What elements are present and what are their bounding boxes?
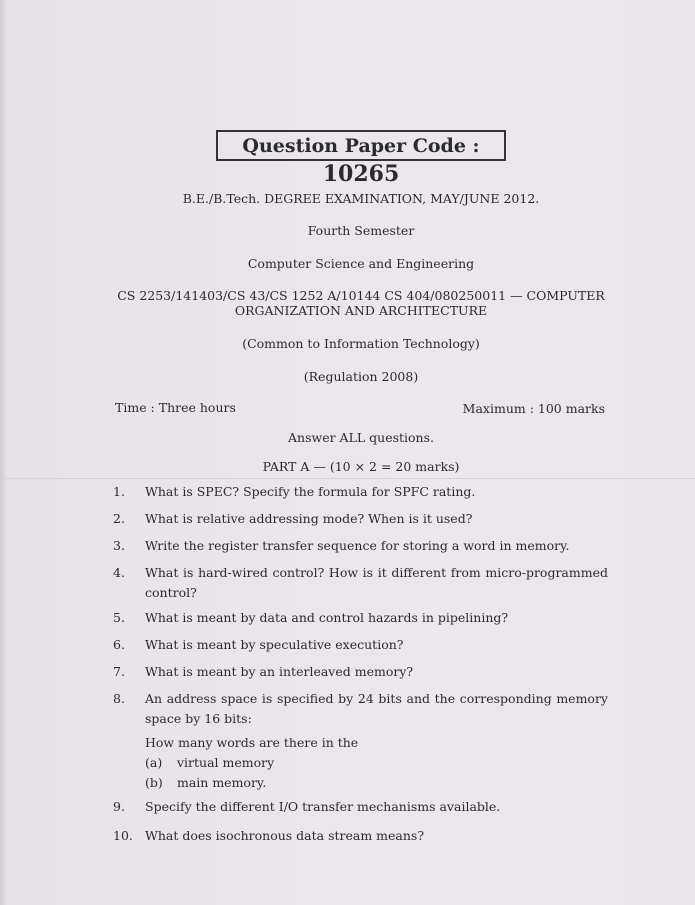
question-number: 1. xyxy=(113,484,125,499)
question-item xyxy=(113,536,608,556)
sub-text: virtual memory xyxy=(177,755,275,770)
max-marks: Maximum : 100 marks xyxy=(462,401,605,416)
course-line-2: ORGANIZATION AND ARCHITECTURE xyxy=(234,303,488,318)
question-item xyxy=(113,826,608,846)
sub-question xyxy=(145,773,608,793)
semester: Fourth Semester xyxy=(307,223,415,238)
question-text: Write the register transfer sequence for storing a word in memory. xyxy=(145,538,570,553)
question-item xyxy=(113,797,608,817)
time: Time : Three hours xyxy=(115,400,236,415)
question-item xyxy=(113,509,608,529)
sub-text: main memory. xyxy=(177,775,267,790)
department: Computer Science and Engineering xyxy=(247,256,475,271)
question-text: What is relative addressing mode? When is it used? xyxy=(145,511,473,526)
question-text: What is meant by an interleaved memory? xyxy=(145,664,414,679)
question-text: An address space is specified by 24 bits and the corresponding memory space by 16 bits: xyxy=(145,691,608,726)
sub-question xyxy=(145,753,608,773)
question-text: What does isochronous data stream means? xyxy=(145,828,425,843)
question-item xyxy=(113,563,608,603)
exam-title: B.E./B.Tech. DEGREE EXAMINATION, MAY/JUNE 2012. xyxy=(182,191,540,206)
question-item xyxy=(113,689,608,793)
question-item xyxy=(113,635,608,655)
sub-label: (a) xyxy=(145,755,163,770)
question-number: 6. xyxy=(113,637,125,652)
question-number: 7. xyxy=(113,664,125,679)
question-text: What is SPEC? Specify the formula for SPFC rating. xyxy=(145,484,476,499)
question-text: What is meant by speculative execution? xyxy=(145,637,404,652)
question-number: 9. xyxy=(113,799,125,814)
question-number: 8. xyxy=(113,691,125,706)
question-number: 10. xyxy=(113,828,133,843)
question-number: 3. xyxy=(113,538,125,553)
question-text: What is meant by data and control hazards in pipelining? xyxy=(145,610,509,625)
instruction: Answer ALL questions. xyxy=(288,430,434,445)
question-number: 5. xyxy=(113,610,125,625)
question-item xyxy=(113,608,608,628)
paper-fold xyxy=(0,478,695,479)
question-text: Specify the different I/O transfer mechanisms available. xyxy=(145,799,501,814)
code-value: 10265 xyxy=(322,161,400,187)
part-heading: PART A — (10 × 2 = 20 marks) xyxy=(262,459,460,474)
sub-intro: How many words are there in the xyxy=(145,735,359,750)
question-paper-code xyxy=(216,130,506,187)
question-text: What is hard-wired control? How is it different from micro-programmed control? xyxy=(145,565,608,600)
common-note: (Common to Information Technology) xyxy=(242,336,480,351)
question-item xyxy=(113,482,608,502)
code-label: Question Paper Code : xyxy=(242,135,480,157)
regulation: (Regulation 2008) xyxy=(303,369,419,384)
question-number: 2. xyxy=(113,511,125,526)
sub-label: (b) xyxy=(145,775,163,790)
question-number: 4. xyxy=(113,565,125,580)
course-line-1: CS 2253/141403/CS 43/CS 1252 A/10144 CS 404/080250011 — COMPUTER xyxy=(117,288,605,303)
question-item xyxy=(113,662,608,682)
